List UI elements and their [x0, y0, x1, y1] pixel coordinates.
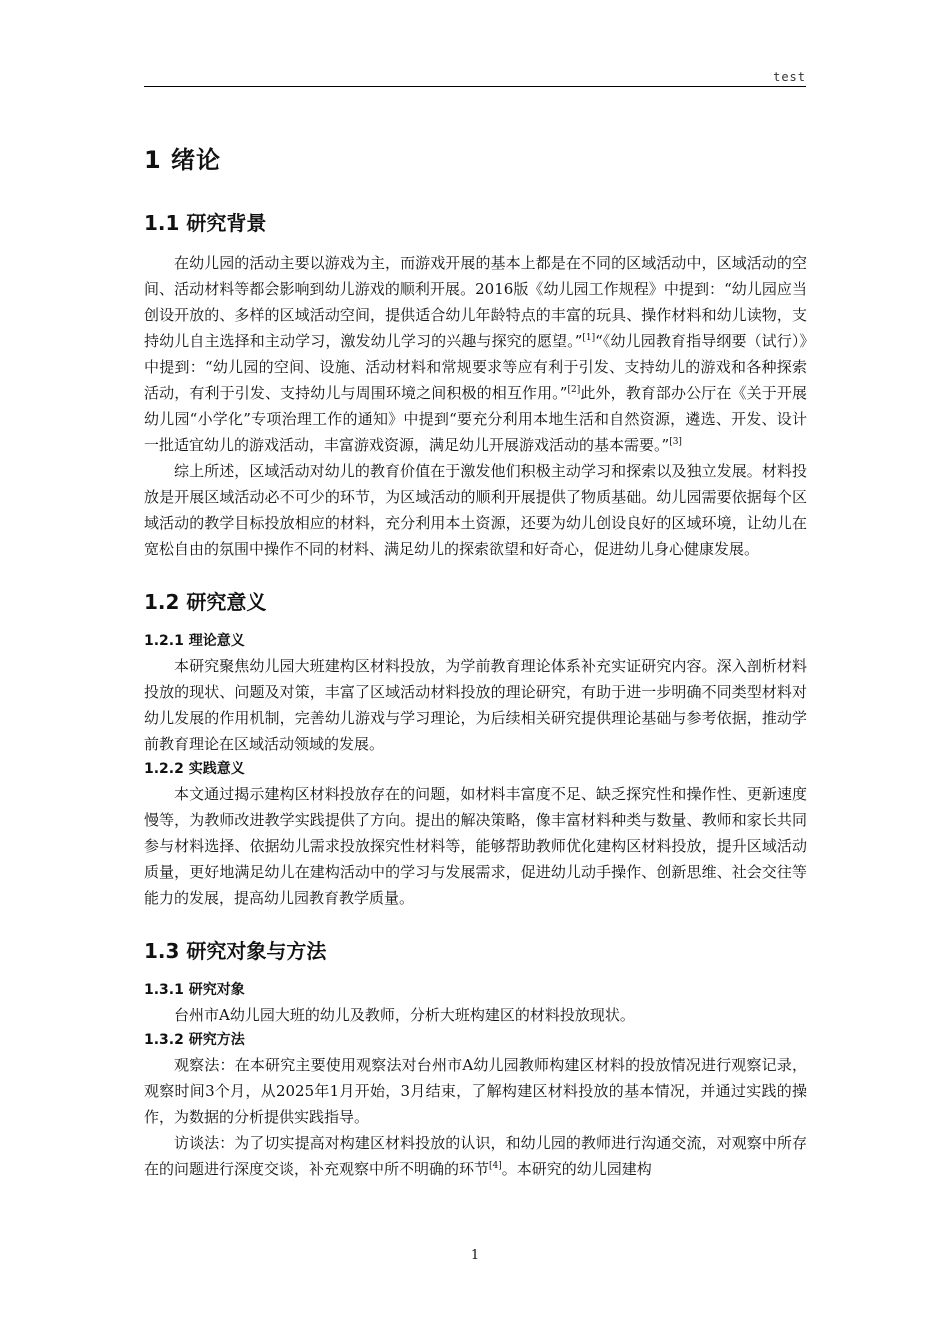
page-content — [144, 140, 807, 1182]
paragraph-interview-method — [144, 1130, 807, 1182]
paragraph-observation-method: 观察法：在本研究主要使用观察法对台州市A幼儿园教师构建区材料的投放情况进行观察记录，观察时间3个月，从2025年1月开始，3月结束，了解构建区材料投放的基本情况，并通过实践的操作，为数据的分析提供实践指导。 — [144, 1056, 807, 1126]
citation-ref: [4] — [489, 1161, 502, 1171]
paragraph-theory: 本研究聚焦幼儿园大班建构区材料投放，为学前教育理论体系补充实证研究内容。深入剖析材料投放的现状、问题及对策，丰富了区域活动材料投放的理论研究，有助于进一步明确不同类型材料对幼儿发展的作用机制，完善幼儿游戏与学习理论，为后续相关研究提供理论基础与参考依据，推动学前教育理论在区域活动领域的发展。 — [144, 657, 807, 753]
text-run: “《幼儿园教育指导纲要（试行）》中提到：“幼儿园的空间、设施、活动材料和常规要求等应有利于引发、支持幼儿的游戏和各种探索活动，有利于引发、支持幼儿与周围环境之间积极的相互作用。” — [144, 332, 807, 402]
header-rule — [144, 86, 806, 87]
header-tag: test — [773, 70, 806, 84]
subsection-title-1-3-2: 1.3.2 研究方法 — [144, 1032, 245, 1048]
paragraph-background-2: 综上所述，区域活动对幼儿的教育价值在于激发他们积极主动学习和探索以及独立发展。材料投放是开展区域活动必不可少的环节，为区域活动的顺利开展提供了物质基础。幼儿园需要依据每个区域活动的教学目标投放相应的材料，充分利用本土资源，还要为幼儿创设良好的区域环境，让幼儿在宽松自由的氛围中操作不同的材料、满足幼儿的探索欲望和好奇心，促进幼儿身心健康发展。 — [144, 462, 807, 558]
citation-ref: [2] — [567, 385, 581, 395]
text-run: 。本研究的幼儿园建构 — [501, 1160, 652, 1178]
section-title-1-3: 1.3 研究对象与方法 — [144, 939, 327, 963]
text-run: 此外，教育部办公厅在《关于开展幼儿园“小学化”专项治理工作的通知》中提到“要充分利用本地生活和自然资源，遴选、开发、设计一批适宜幼儿的游戏活动，丰富游戏资源，满足幼儿开展游戏活动的基本需要。” — [144, 384, 807, 454]
paragraph-object: 台州市A幼儿园大班的幼儿及教师，分析大班构建区的材料投放现状。 — [174, 1006, 635, 1024]
chapter-title: 1 绪论 — [144, 146, 222, 174]
section-title-1-1: 1.1 研究背景 — [144, 211, 267, 235]
text-run: 在幼儿园的活动主要以游戏为主，而游戏开展的基本上都是在不同的区域活动中，区域活动的空间、活动材料等都会影响到幼儿游戏的顺利开展。2016版《幼儿园工作规程》中提到：“幼儿园应当创设开放的、多样的区域活动空间，提供适合幼儿年龄特点的丰富的玩具、操作材料和幼儿读物，支持幼儿自主选择和主动学习，激发幼儿学习的兴趣与探究的愿望。” — [144, 254, 807, 350]
paragraph-background-1 — [144, 250, 807, 458]
text-run: 访谈法：为了切实提高对构建区材料投放的认识，和幼儿园的教师进行沟通交流，对观察中所存在的问题进行深度交谈，补充观察中所不明确的环节 — [144, 1134, 807, 1178]
subsection-title-1-3-1: 1.3.1 研究对象 — [144, 982, 245, 998]
subsection-title-1-2-1: 1.2.1 理论意义 — [144, 633, 245, 649]
subsection-title-1-2-2: 1.2.2 实践意义 — [144, 761, 245, 777]
citation-ref: [1] — [582, 333, 596, 343]
page-number: 1 — [470, 1248, 480, 1263]
section-title-1-2: 1.2 研究意义 — [144, 590, 267, 614]
citation-ref: [3] — [669, 437, 682, 447]
paragraph-practice: 本文通过揭示建构区材料投放存在的问题，如材料丰富度不足、缺乏探究性和操作性、更新速度慢等，为教师改进教学实践提供了方向。提出的解决策略，像丰富材料种类与数量、教师和家长共同参与材料选择、依据幼儿需求投放探究性材料等，能够帮助教师优化建构区材料投放，提升区域活动质量，更好地满足幼儿在建构活动中的学习与发展需求，促进幼儿动手操作、创新思维、社会交往等能力的发展，提高幼儿园教育教学质量。 — [144, 785, 807, 907]
